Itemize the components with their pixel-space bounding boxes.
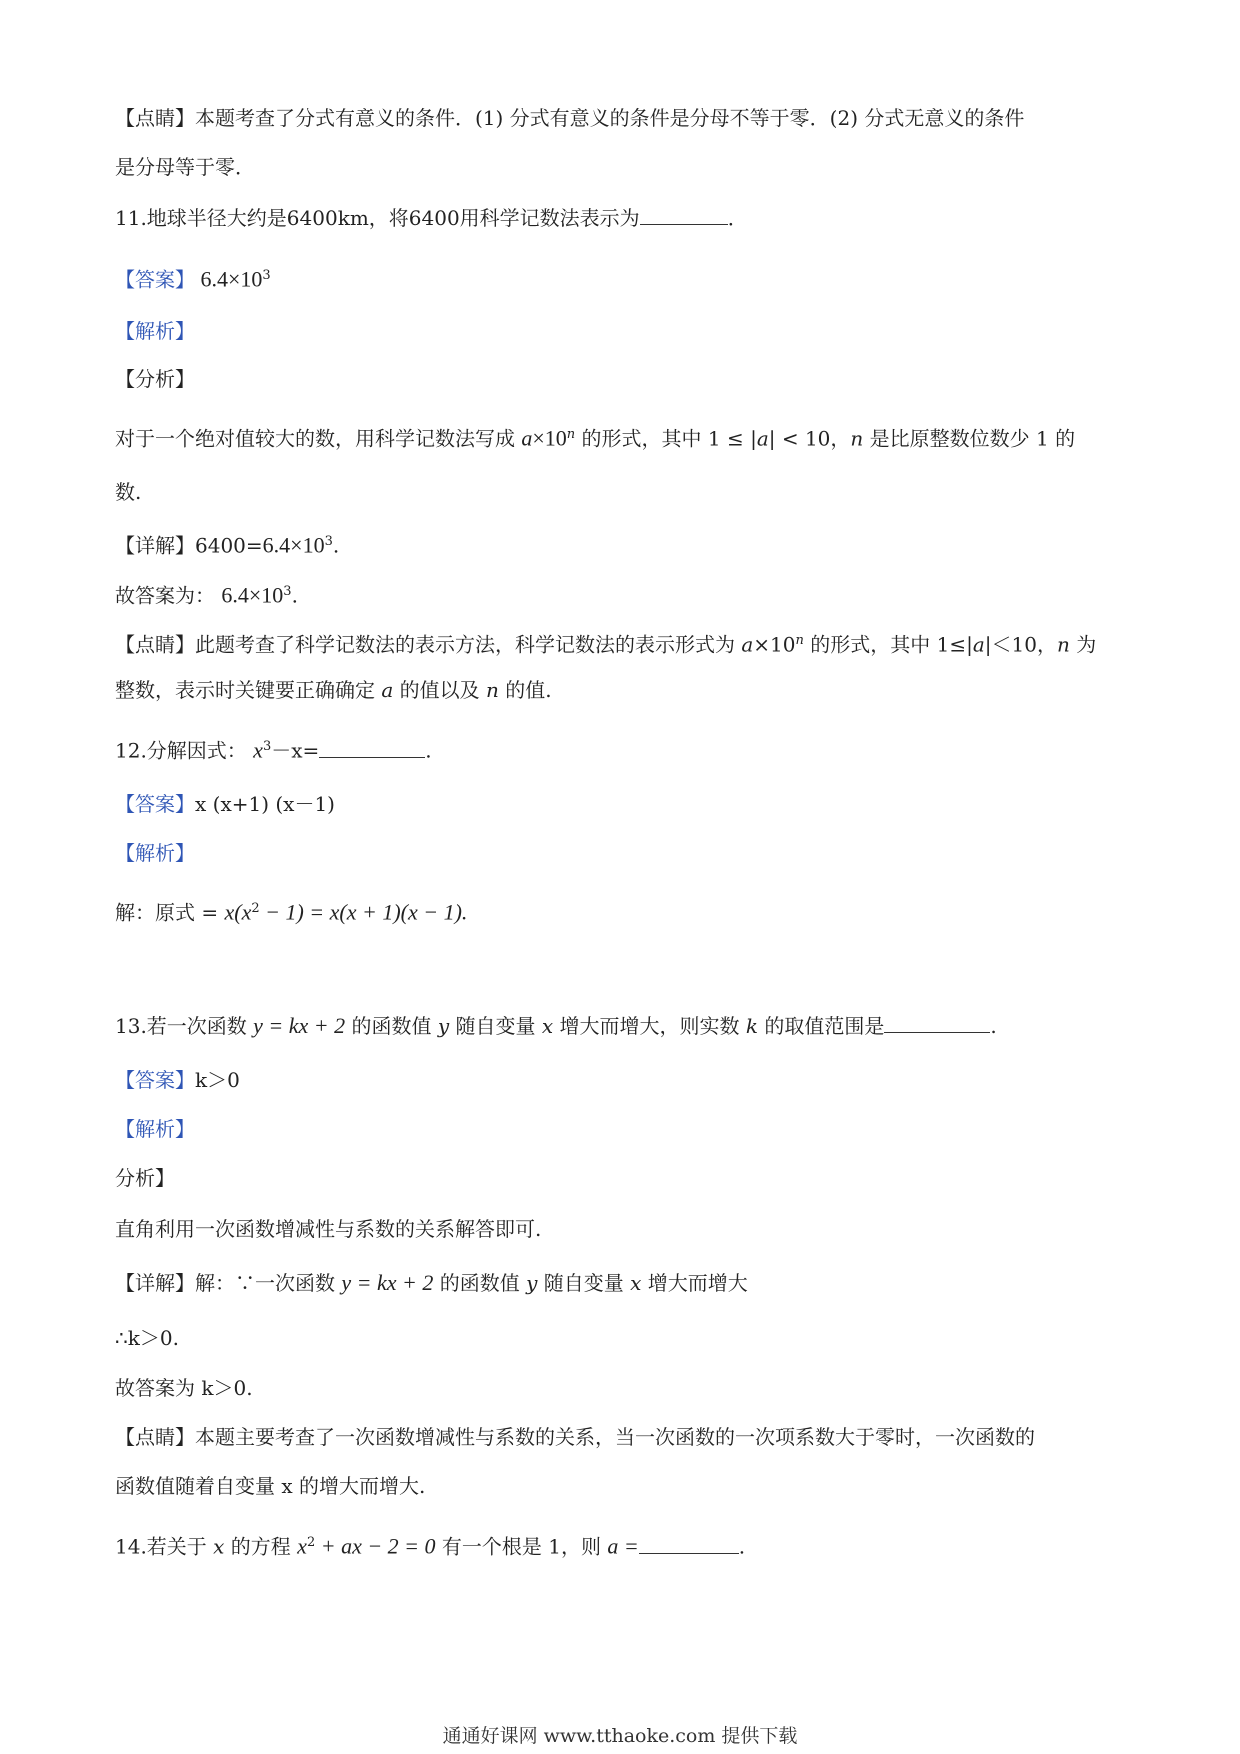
section-tag: 【答案】 [115,1068,195,1092]
answer-blank [639,1531,739,1554]
text-span: − 1) = x(x + 1)(x − 1). [259,899,468,925]
text-span: a [381,678,394,702]
text-line-l12 [115,675,1125,705]
text-span: 6.4×10 [262,532,325,558]
text-span: 的值. [498,678,552,702]
text-span: ×10 [753,632,796,657]
text-line-l14 [115,789,1125,819]
text-span: 6.4×10 [195,266,263,292]
text-span: n [1056,632,1070,657]
text-span: 为 [1069,632,1097,657]
text-span: 12.分解因式： [115,738,254,763]
text-line-l19 [115,1114,1125,1144]
text-span: 增大而增大，则实数 [553,1014,746,1038]
text-span: 增大而增大 [641,1271,748,1295]
text-span: 【点睛】 [115,106,195,130]
text-line-l22 [115,1268,1125,1298]
text-span: x(x [224,899,252,925]
superscript: 3 [262,739,272,754]
text-span: y [526,1271,538,1295]
superscript: 3 [283,584,292,599]
text-line-l5 [115,316,1125,346]
text-span: n [850,426,864,451]
section-tag: 【答案】 [115,267,195,292]
text-line-l20 [115,1163,1125,1193]
text-span: x [213,1534,225,1559]
text-span: y = kx + 2 [341,1270,434,1295]
section-tag: 【答案】 [115,792,195,816]
text-line-l8 [115,477,1125,507]
text-line-l26 [115,1471,1125,1501]
text-span: 的函数值 [433,1271,527,1295]
text-span: 随自变量 [449,1014,542,1038]
text-line-l21 [115,1214,1125,1244]
text-span: －x= [271,738,320,763]
superscript: n [566,427,576,442]
text-span: 的值以及 [393,678,487,702]
text-span: k [745,1014,759,1038]
text-line-l25 [115,1422,1125,1452]
text-line-l2 [115,152,1125,182]
text-span: ×10 [532,425,567,451]
text-span: 整数，表示时关键要正确确定 [115,678,382,702]
text-span: k＞0 [195,1068,240,1092]
text-span: 【详解】解：∵一次函数 [115,1271,342,1295]
text-span: . [332,533,340,558]
text-span: ∴k＞0. [115,1326,179,1350]
text-line-l6 [115,364,1125,394]
text-span: 有一个根是 1，则 [435,1534,608,1559]
text-span: 故答案为 k＞0. [115,1376,253,1400]
text-span: 解：原式 = [115,900,225,925]
text-span: n [486,678,499,702]
text-span: 的形式，其中 1≤| [803,632,973,657]
text-span: 的形式，其中 1 ≤ | [575,426,757,451]
text-span: 直角利用一次函数增减性与系数的关系解答即可. [115,1217,542,1241]
superscript: 3 [262,268,271,283]
text-line-l9 [115,527,1125,561]
superscript: 3 [324,534,333,549]
superscript: 2 [251,901,260,916]
text-line-l7 [115,420,1125,454]
superscript: 2 [306,1535,316,1550]
text-span: 故答案为： [115,583,222,608]
text-span: 本题考查了分式有意义的条件．(1) 分式有意义的条件是分母不等于零．(2) 分式无意义的条件 [195,106,1025,130]
text-line-l23 [115,1323,1125,1353]
text-line-l1 [115,103,1125,133]
text-span: a [972,632,985,657]
text-span: a = [607,1533,639,1559]
text-span: . [738,1534,746,1559]
text-span: . [291,583,298,608]
text-span: 【详解】6400= [115,533,263,558]
text-span: 对于一个绝对值较大的数，用科学记数法写成 [115,426,522,451]
text-span: 6.4×10 [221,582,284,608]
answer-blank [319,735,425,758]
text-span: . [425,738,432,763]
answer-blank [640,202,728,225]
text-span: a [756,426,769,451]
text-span: 随自变量 [537,1271,631,1295]
section-tag: 【解析】 [115,841,195,865]
text-span: 【点睛】本题主要考查了一次函数增减性与系数的关系，当一次函数的一次项系数大于零时，一次函数的 [115,1425,1035,1449]
text-line-l17 [115,1010,1125,1041]
text-span: 的函数值 [345,1014,438,1038]
text-span: . [990,1014,997,1038]
text-span: y = kx + 2 [253,1013,346,1038]
text-span: 【分析】 [115,367,195,391]
text-span: 的取值范围是 [758,1014,885,1038]
text-span: x [541,1014,554,1038]
text-line-l13 [115,732,1125,766]
text-span: | < 10， [768,426,851,451]
text-span: 是比原整数位数少 1 的 [863,426,1076,451]
section-tag: 【解析】 [115,1117,195,1141]
text-span: 是分母等于零． [115,155,255,179]
text-span: 分析】 [115,1166,175,1190]
text-span: x [630,1271,642,1295]
text-span: ． [727,206,748,230]
text-span: |＜10， [984,632,1057,657]
text-span: 数. [115,480,142,504]
text-span: 函数值随着自变量 x 的增大而增大. [115,1474,426,1498]
text-line-l4 [115,261,1125,295]
text-span: y [437,1014,450,1038]
text-line-l18 [115,1065,1125,1095]
text-span: a [521,425,533,451]
text-span: 11.地球半径大约是6400km，将6400用科学记数法表示为 [115,206,640,230]
section-tag: 【解析】 [115,319,195,343]
text-span: a [741,632,754,657]
text-span: 【点睛】此题考查了科学记数法的表示方法，科学记数法的表示形式为 [115,632,742,657]
superscript: n [795,633,804,648]
text-span: x (x+1) (x－1) [195,792,335,816]
text-line-l10 [115,577,1125,611]
text-span: 14.若关于 [115,1534,214,1559]
text-span: 的方程 [224,1534,298,1559]
text-line-l3 [115,202,1125,233]
text-line-l15 [115,838,1125,868]
text-line-l24 [115,1373,1125,1403]
text-line-l11 [115,626,1125,660]
text-line-l16 [115,894,1125,928]
answer-blank [884,1010,990,1033]
text-span: x [297,1533,307,1559]
page-footer: 通通好课网 www.tthaoke.com 提供下载 [442,1725,798,1747]
text-line-l27 [115,1528,1125,1562]
text-span: x [253,737,263,763]
text-span: + ax − 2 = 0 [315,1533,436,1559]
text-span: 13.若一次函数 [115,1014,254,1038]
